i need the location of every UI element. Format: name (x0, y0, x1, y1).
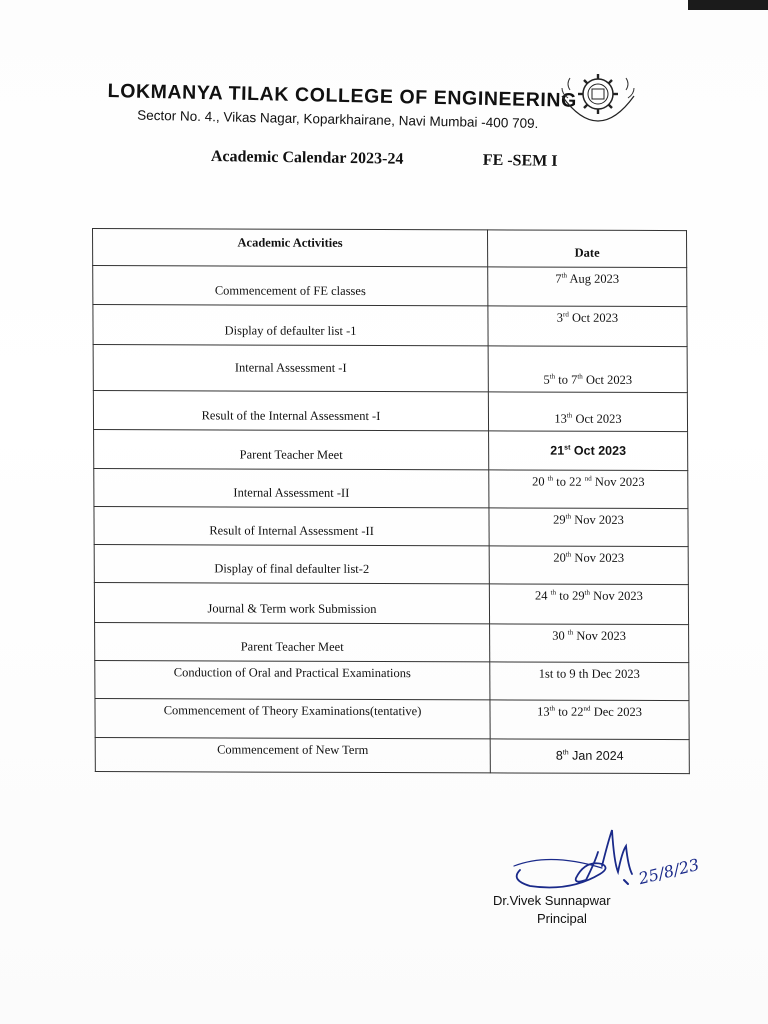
table-row (93, 344, 687, 392)
activity-cell: Internal Assessment -II (94, 468, 489, 508)
calendar-title: Academic Calendar 2023-24 (210, 148, 404, 168)
date-text: 29 (553, 512, 566, 527)
date-ordinal-suffix: th (565, 550, 572, 559)
table-row (95, 622, 689, 662)
date-text: 8 (555, 748, 563, 763)
calendar-title-row (211, 148, 591, 183)
date-text: Nov 2023 (571, 550, 625, 566)
date-text: 20 (532, 474, 548, 489)
activity-cell: Display of defaulter list -1 (93, 305, 488, 346)
date-ordinal-suffix: th (577, 372, 583, 381)
date-text: 21 (550, 443, 565, 458)
date-text: Jan 2024 (568, 748, 624, 764)
semester-title: FE -SEM I (482, 151, 558, 170)
activity-cell: Display of final defaulter list-2 (94, 545, 489, 585)
table-row (94, 506, 688, 546)
activity-cell: Parent Teacher Meet (95, 622, 490, 662)
principal-name: Dr.Vivek Sunnapwar (493, 893, 611, 908)
date-cell (490, 624, 689, 663)
date-cell (488, 267, 687, 307)
date-ordinal-suffix: th (547, 473, 554, 483)
date-ordinal-suffix: nd (583, 704, 591, 713)
date-cell (488, 392, 687, 432)
date-text: to 29 (556, 589, 585, 604)
activity-cell: Result of Internal Assessment -II (94, 506, 489, 546)
table-header-row (93, 229, 687, 268)
scan-edge-shadow (688, 0, 768, 10)
date-text: Nov 2023 (591, 474, 645, 489)
table-row (94, 583, 688, 624)
date-ordinal-suffix: th (566, 411, 573, 420)
date-text: Oct 2023 (582, 372, 633, 387)
table-row (94, 468, 688, 508)
date-ordinal-suffix: rd (562, 310, 569, 319)
date-text: 24 (534, 588, 551, 604)
activity-cell: Commencement of FE classes (93, 266, 488, 307)
date-ordinal-suffix: st (564, 444, 571, 452)
activity-cell: Internal Assessment -I (93, 344, 488, 392)
date-text: 7 (555, 271, 562, 286)
date-text: 13 (554, 411, 567, 426)
table-row (95, 661, 689, 701)
date-cell (489, 431, 688, 470)
date-text: Oct 2023 (570, 443, 627, 458)
header-activities: Academic Activities (93, 229, 488, 267)
table-row (93, 390, 687, 431)
date-ordinal-suffix: nd (584, 474, 592, 483)
date-cell (490, 662, 689, 701)
activity-cell: Journal & Term work Submission (94, 583, 489, 624)
date-text: Nov 2023 (573, 628, 627, 643)
calendar-table (92, 228, 690, 774)
signature-block (490, 822, 710, 932)
activity-cell: Result of the Internal Assessment -I (93, 390, 488, 431)
date-ordinal-suffix: th (561, 271, 568, 280)
date-cell (490, 739, 689, 774)
date-text: Nov 2023 (571, 512, 624, 527)
date-ordinal-suffix: th (567, 628, 574, 637)
college-emblem-icon (558, 60, 638, 132)
table-row (95, 737, 689, 773)
activity-cell: Commencement of New Term (95, 737, 490, 773)
table-row (93, 305, 687, 346)
date-ordinal-suffix: th (584, 589, 591, 598)
date-text: to 7 (555, 372, 578, 387)
date-cell (489, 546, 688, 585)
date-cell (489, 584, 688, 624)
date-text: 30 (552, 628, 568, 643)
date-cell (488, 345, 687, 392)
date-ordinal-suffix: th (565, 512, 572, 521)
table-row (95, 699, 689, 739)
date-cell (490, 700, 689, 739)
table-row (94, 430, 688, 470)
date-ordinal-suffix: th (562, 749, 569, 757)
date-cell (489, 469, 688, 508)
college-name: LOKMANYA TILAK COLLEGE OF ENGINEERING (107, 79, 578, 112)
date-text: 1st to 9 th Dec 2023 (538, 666, 640, 681)
activity-cell: Parent Teacher Meet (94, 430, 489, 470)
principal-role: Principal (537, 911, 587, 926)
calendar-table-container (92, 228, 689, 774)
date-text: 20 (553, 550, 566, 565)
table-row (93, 266, 687, 307)
activity-cell: Commencement of Theory Examinations(tentative) (95, 699, 490, 739)
date-text: Aug 2023 (567, 271, 620, 286)
signature-date: 25/8/23 (636, 854, 702, 889)
date-text: Oct 2023 (568, 310, 619, 326)
date-ordinal-suffix: th (549, 704, 556, 713)
date-text: to 22 (553, 474, 585, 489)
table-row (94, 545, 688, 585)
date-text: 13 (537, 704, 550, 719)
date-text: Nov 2023 (589, 589, 643, 604)
date-ordinal-suffix: th (550, 588, 557, 597)
header-date: Date (487, 230, 686, 268)
date-text: Dec 2023 (590, 705, 642, 720)
date-text: Oct 2023 (572, 411, 622, 427)
date-cell (489, 508, 688, 547)
college-address: Sector No. 4., Vikas Nagar, Koparkhairane, Navi Mumbai -400 709. (137, 107, 539, 132)
date-text: 3 (556, 310, 564, 325)
date-text: to 22 (555, 704, 584, 720)
date-text: 5 (543, 372, 550, 387)
date-ordinal-suffix: th (549, 372, 556, 381)
activity-cell: Conduction of Oral and Practical Examinations (95, 661, 490, 701)
date-cell (488, 306, 687, 346)
